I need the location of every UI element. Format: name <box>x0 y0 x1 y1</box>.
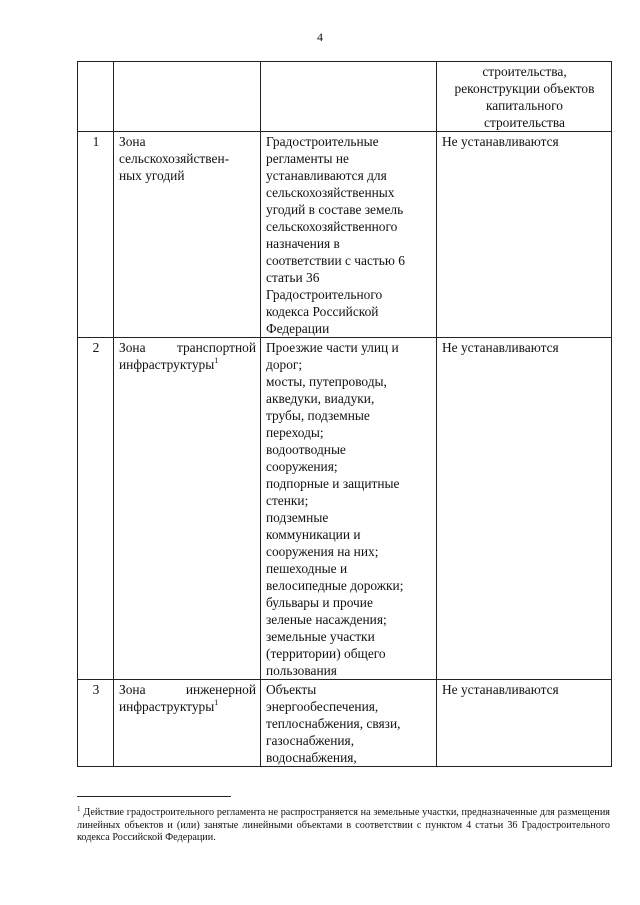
limits: Не устанавливаются <box>437 680 612 767</box>
table-row-continuation <box>78 62 612 132</box>
text-line: коммуникации и <box>266 527 361 542</box>
text-line: стенки; <box>266 493 309 508</box>
text-line: подземные <box>266 510 329 525</box>
cell-zone <box>114 62 261 132</box>
text-line: назначения в <box>266 236 340 251</box>
text-line: водоснабжения, <box>266 750 357 765</box>
footnote-marker: 1 <box>77 805 81 813</box>
text-line: трубы, подземные <box>266 408 370 423</box>
text-line: сооружения; <box>266 459 338 474</box>
text-line: ных угодий <box>119 168 185 183</box>
text-line: устанавливаются для <box>266 168 387 183</box>
zone-name <box>114 338 261 680</box>
text-line: сельскохозяйствен- <box>119 151 230 166</box>
text-line: пешеходные и <box>266 561 348 576</box>
text-line: энергообеспечения, <box>266 699 379 714</box>
text-line: водоотводные <box>266 442 346 457</box>
text-line: Градостроительные <box>266 134 379 149</box>
text-line: теплоснабжения, связи, <box>266 716 401 731</box>
text-line: реконструкции объектов <box>454 81 595 96</box>
text-line: Проезжие части улиц и <box>266 340 399 355</box>
text-line: сельскохозяйственного <box>266 219 398 234</box>
text-line: бульвары и прочие <box>266 595 373 610</box>
text-line: регламенты не <box>266 151 349 166</box>
text-line: Градостроительного <box>266 287 383 302</box>
text-line: Зона транспортной <box>119 340 256 355</box>
zone-name-text: инфраструктуры <box>119 699 215 714</box>
footnote-ref: 1 <box>214 356 219 365</box>
text-line <box>119 356 256 373</box>
limits: Не устанавливаются <box>437 338 612 680</box>
footnote-ref: 1 <box>214 698 219 707</box>
text-line: кодекса Российской <box>266 304 379 319</box>
cell-uses <box>261 62 437 132</box>
text-line: Зона <box>119 134 146 149</box>
limits: Не устанавливаются <box>437 132 612 338</box>
text-line: Зона инженерной <box>119 682 256 697</box>
zone-name-text: инфраструктуры <box>119 357 215 372</box>
row-number: 2 <box>78 338 114 680</box>
text-line: соответствии с частью 6 <box>266 253 405 268</box>
text-line: велосипедные дорожки; <box>266 578 404 593</box>
cell-limits <box>437 62 612 132</box>
cell-num <box>78 62 114 132</box>
text-line: пользования <box>266 663 337 678</box>
zoning-regulations-table <box>77 61 612 767</box>
permitted-uses <box>261 338 437 680</box>
text-line: (территории) общего <box>266 646 386 661</box>
table-row <box>78 132 612 338</box>
permitted-uses <box>261 680 437 767</box>
text-line: сельскохозяйственных <box>266 185 395 200</box>
text-line: строительства <box>484 115 565 130</box>
row-number: 3 <box>78 680 114 767</box>
text-line: мосты, путепроводы, <box>266 374 387 389</box>
zone-name <box>114 680 261 767</box>
permitted-uses <box>261 132 437 338</box>
text-line: зеленые насаждения; <box>266 612 387 627</box>
text-line: переходы; <box>266 425 324 440</box>
text-line: сооружения на них; <box>266 544 379 559</box>
text-line: газоснабжения, <box>266 733 355 748</box>
row-number: 1 <box>78 132 114 338</box>
text-line: строительства, <box>482 64 567 79</box>
text-line: дорог; <box>266 357 303 372</box>
text-line: подпорные и защитные <box>266 476 400 491</box>
table-row <box>78 338 612 680</box>
table-row <box>78 680 612 767</box>
text-line <box>119 698 256 715</box>
text-line: Федерации <box>266 321 330 336</box>
text-line: статьи 36 <box>266 270 320 285</box>
text-line: угодий в составе земель <box>266 202 404 217</box>
text-line: капитального <box>486 98 563 113</box>
footnote-text: Действие градостроительного регламента не распространяется на земельные участки, предназначенные для размещения линейных объектов и (или) занятые линейными объектами в соответствии с пунктом 4 статьи 36 Градостроительного кодекса Российской Федерации. <box>77 807 610 843</box>
page-number: 4 <box>317 30 323 44</box>
text-line: Объекты <box>266 682 317 697</box>
footnote-separator <box>77 796 231 797</box>
text-line: акведуки, виадуки, <box>266 391 375 406</box>
footnote <box>77 807 610 845</box>
text-line: земельные участки <box>266 629 375 644</box>
zone-name <box>114 132 261 338</box>
